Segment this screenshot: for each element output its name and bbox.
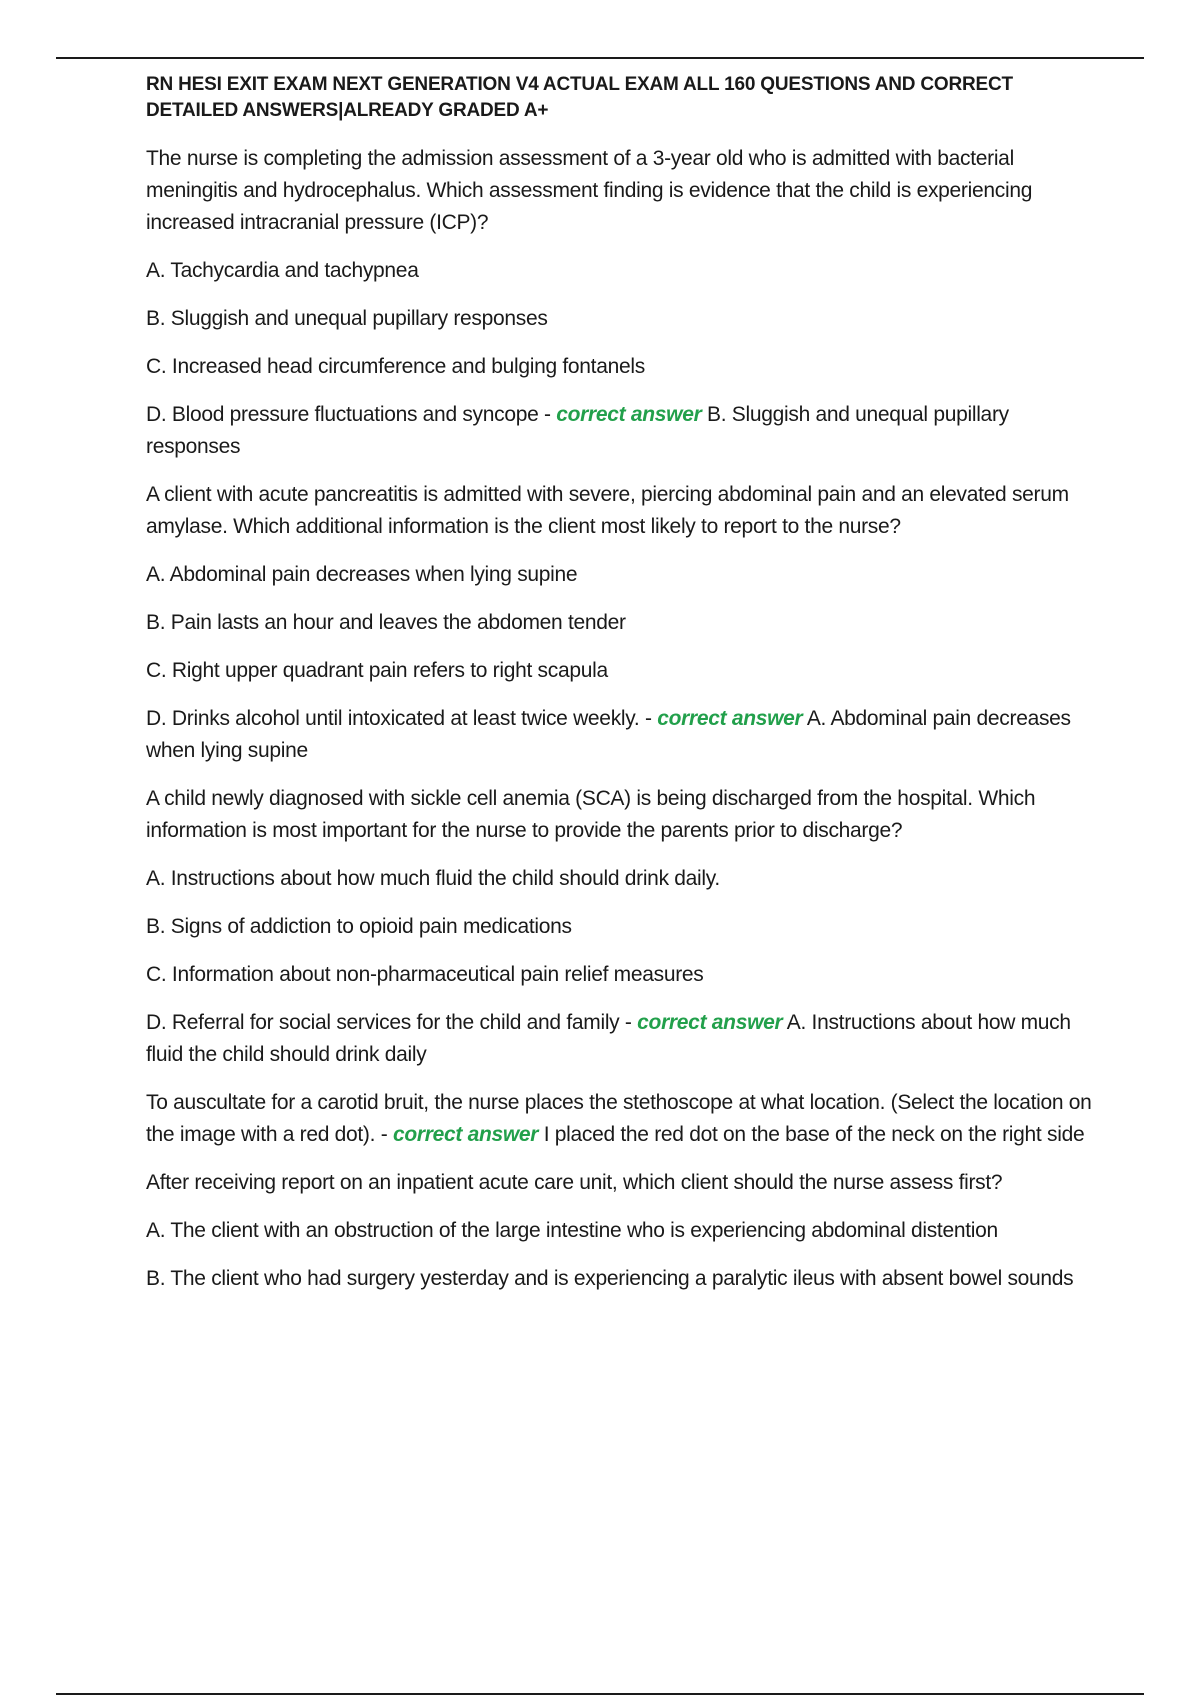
document-title: RN HESI EXIT EXAM NEXT GENERATION V4 ACTUAL EXAM ALL 160 QUESTIONS AND CORRECT DETAILED ANSWERS|ALREADY GRADED A+: [146, 74, 1013, 121]
question-2-option-a: A. Abdominal pain decreases when lying supine: [146, 563, 578, 586]
question-1-answer: B. Sluggish and unequal pupillary responses: [146, 403, 1009, 458]
question-3-answer: A. Instructions about how much fluid the child should drink daily: [146, 1011, 1071, 1066]
question-1-stem: The nurse is completing the admission assessment of a 3-year old who is admitted with bacterial meningitis and hydrocephalus. Which assessment finding is evidence that the child is experiencing increased intracranial pressure (ICP)?: [146, 147, 1033, 234]
question-4-answer: I placed the red dot on the base of the neck on the right side: [543, 1123, 1085, 1146]
question-2-stem: A client with acute pancreatitis is admitted with severe, piercing abdominal pain and an elevated serum amylase. Which additional information is the client most likely to report to the nurse?: [146, 483, 1069, 538]
question-1-option-d: [146, 399, 1096, 463]
question-1-option-c: C. Increased head circumference and bulging fontanels: [146, 355, 645, 378]
question-2-answer: A. Abdominal pain decreases when lying supine: [146, 707, 1071, 762]
question-2-option-d-text: D. Drinks alcohol until intoxicated at least twice weekly. -: [146, 707, 652, 730]
correct-answer-label: correct answer: [556, 403, 702, 426]
question-3-option-d: [146, 1007, 1096, 1071]
question-5-option-b: B. The client who had surgery yesterday and is experiencing a paralytic ileus with absent bowel sounds: [146, 1267, 1074, 1290]
question-1-option-a: A. Tachycardia and tachypnea: [146, 259, 419, 282]
question-3-option-d-text: D. Referral for social services for the child and family -: [146, 1011, 632, 1034]
question-3-option-a: A. Instructions about how much fluid the child should drink daily.: [146, 867, 720, 890]
correct-answer-label: correct answer: [657, 707, 803, 730]
question-1-option-d-text: D. Blood pressure fluctuations and syncope -: [146, 403, 551, 426]
question-3-stem: A child newly diagnosed with sickle cell anemia (SCA) is being discharged from the hospital. Which information is most important for the nurse to provide the parents prior to discharge?: [146, 787, 1036, 842]
question-2-option-c: C. Right upper quadrant pain refers to right scapula: [146, 659, 608, 682]
question-4-stem-text: To auscultate for a carotid bruit, the nurse places the stethoscope at what location. (Select the location on the image with a red dot). -: [146, 1091, 1092, 1146]
correct-answer-label: correct answer: [392, 1123, 539, 1146]
footer-rule: [56, 1693, 1144, 1695]
question-1-option-b: B. Sluggish and unequal pupillary responses: [146, 307, 548, 330]
question-5-option-a: A. The client with an obstruction of the large intestine who is experiencing abdominal distention: [146, 1219, 998, 1242]
question-5-stem: After receiving report on an inpatient acute care unit, which client should the nurse assess first?: [146, 1171, 1003, 1194]
header-rule: [56, 57, 1144, 59]
document-body: [146, 72, 1096, 1311]
question-4-stem: [146, 1087, 1096, 1151]
question-3-option-c: C. Information about non-pharmaceutical pain relief measures: [146, 963, 704, 986]
question-3-option-b: B. Signs of addiction to opioid pain medications: [146, 915, 572, 938]
correct-answer-label: correct answer: [637, 1011, 783, 1034]
question-2-option-b: B. Pain lasts an hour and leaves the abdomen tender: [146, 611, 626, 634]
question-2-option-d: [146, 703, 1096, 767]
